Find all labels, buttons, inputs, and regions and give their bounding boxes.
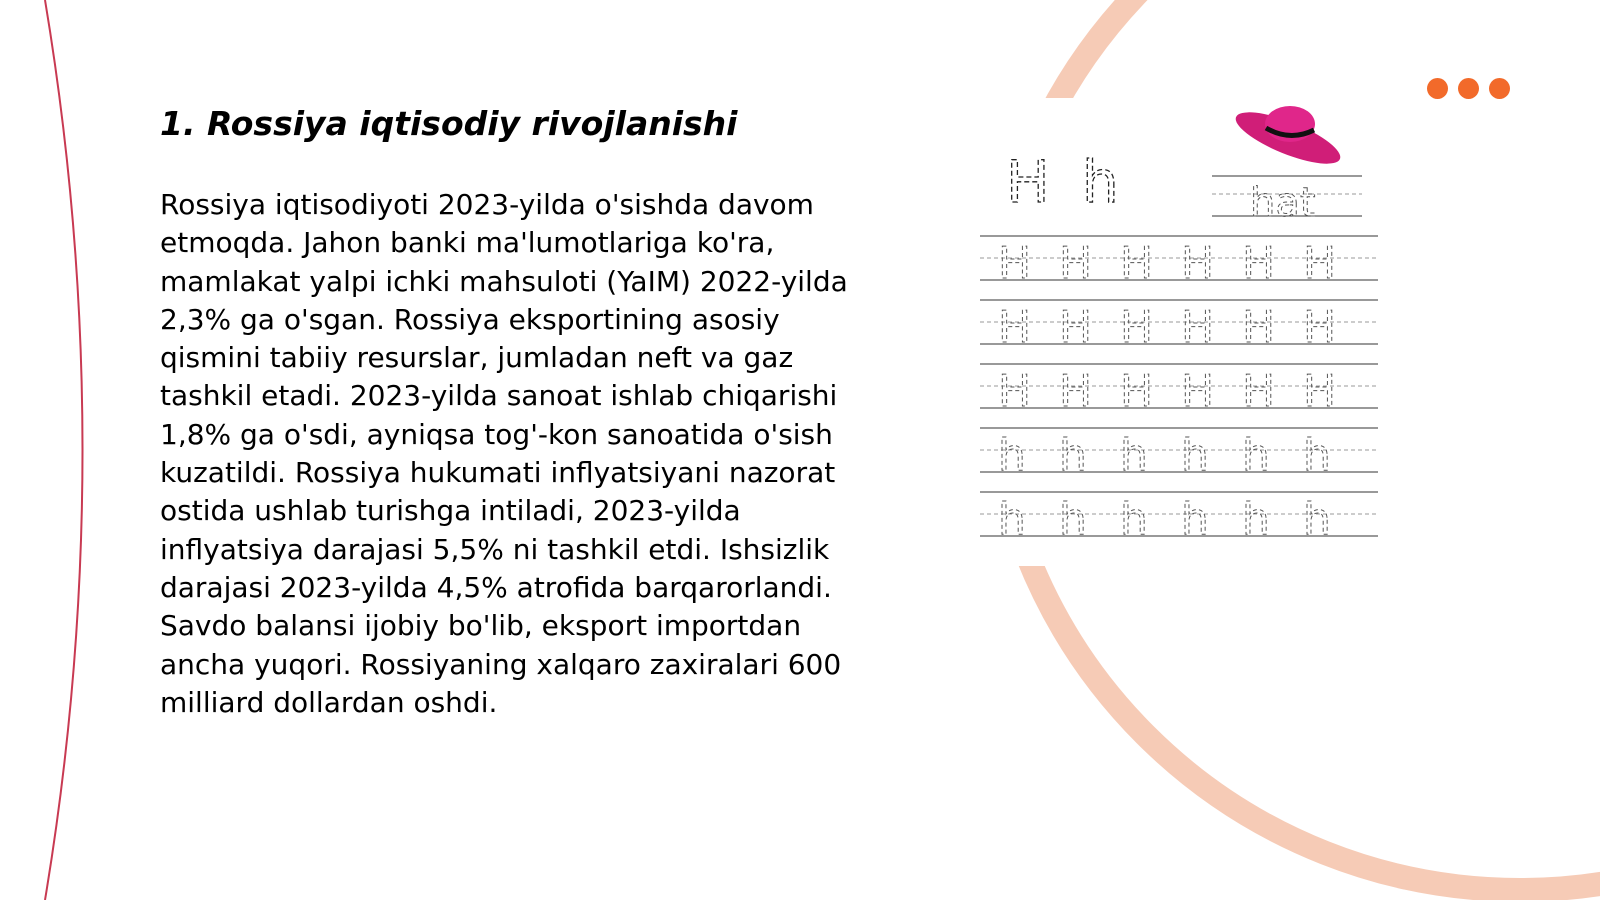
tracing-letter: H [1181, 302, 1215, 353]
dot-icon [1427, 78, 1448, 99]
tracing-letter: h [1120, 430, 1148, 481]
tracing-letter: H [1059, 302, 1093, 353]
tracing-letter: H [1059, 238, 1093, 289]
tracing-letter: H [1120, 238, 1154, 289]
practice-row [980, 300, 1378, 353]
tracing-letter: H [998, 302, 1032, 353]
dot-icon [1458, 78, 1479, 99]
tracing-letter: H [998, 238, 1032, 289]
tracing-letter: H [998, 366, 1032, 417]
tracing-letter: h [1303, 494, 1331, 545]
slide-body-text: Rossiya iqtisodiyoti 2023-yilda o'sishda davom etmoqda. Jahon banki ma'lumotlariga ko'ra, mamlakat yalpi ichki mahsuloti (YaIM) 2022-yilda 2,3% ga o'sgan. Rossiya eksportining asosiy qismini tabiiy resurslar, jumladan neft va gaz tashkil etadi. 2023-yilda sanoat ishlab chiqarishi 1,8% ga o'sdi, ayniqsa tog'-kon sanoatida o'sish kuzatildi. Rossiya hukumati inflyatsiyani nazorat ostida ushlab turishga intiladi, 2023-yilda inflyatsiya darajasi 5,5% ni tashkil etdi. Ishsizlik darajasi 2023-yilda 4,5% atrofida barqarorlandi. Savdo balansi ijobiy bo'lib, eksport importdan ancha yuqori. Rossiyaning xalqaro zaxiralari 600 milliard dollardan oshdi. [160, 188, 848, 719]
tracing-letter: h [1242, 430, 1270, 481]
tracing-letter: h [1242, 494, 1270, 545]
practice-row [980, 236, 1378, 289]
handwriting-worksheet [972, 98, 1392, 566]
three-dots-icon [1427, 78, 1520, 100]
worksheet-word: hat [1250, 180, 1316, 226]
tracing-letter: h [998, 430, 1026, 481]
tracing-letter: h [1181, 494, 1209, 545]
tracing-letter: H [1120, 366, 1154, 417]
practice-rows [980, 236, 1378, 545]
tracing-letter: h [1303, 430, 1331, 481]
tracing-letter: h [1059, 430, 1087, 481]
dot-icon [1489, 78, 1510, 99]
tracing-letter: H [1242, 238, 1276, 289]
tracing-letter: H [1181, 238, 1215, 289]
side-curve-line [45, 0, 83, 900]
worksheet-drawing [972, 98, 1392, 566]
tracing-letter: h [1181, 430, 1209, 481]
tracing-letter: H [1303, 238, 1337, 289]
worksheet-letter-lower: h [1082, 148, 1119, 216]
slide-title: 1. Rossiya iqtisodiy rivojlanishi [160, 104, 738, 143]
word-writing-line [1212, 176, 1362, 226]
worksheet-letter-upper: H [1006, 148, 1050, 216]
tracing-letter: H [1242, 302, 1276, 353]
tracing-letter: H [1120, 302, 1154, 353]
tracing-letter: h [1059, 494, 1087, 545]
practice-row [980, 364, 1378, 417]
tracing-letter: h [1120, 494, 1148, 545]
hat-icon [1230, 102, 1346, 174]
practice-row [980, 428, 1378, 481]
tracing-letter: H [1303, 302, 1337, 353]
tracing-letter: H [1059, 366, 1093, 417]
tracing-letter: h [998, 494, 1026, 545]
tracing-letter: H [1303, 366, 1337, 417]
tracing-letter: H [1242, 366, 1276, 417]
practice-row [980, 492, 1378, 545]
tracing-letter: H [1181, 366, 1215, 417]
